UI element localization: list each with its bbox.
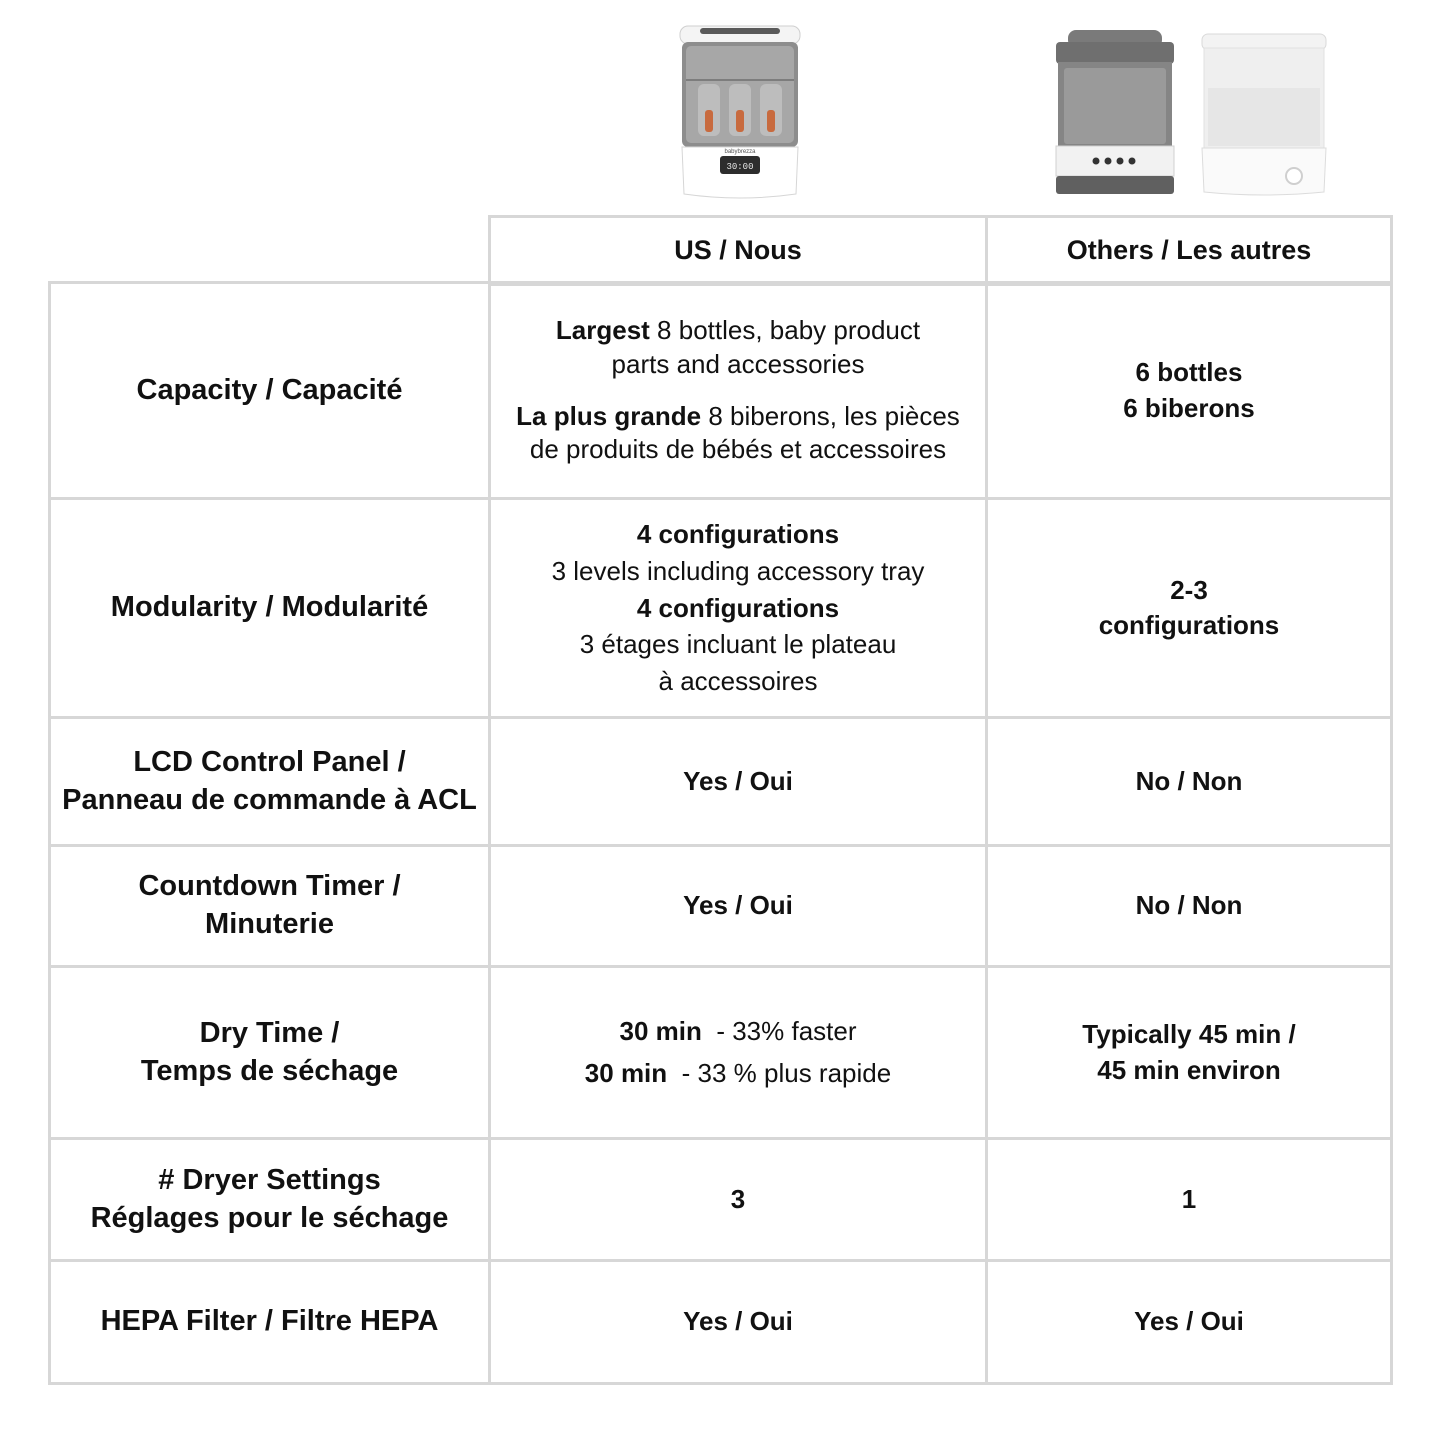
row-capacity-label-cell [48, 281, 491, 500]
modularity-others-line-2: configurations [1098, 610, 1280, 640]
row-hepa-others-cell [985, 1259, 1393, 1385]
row-drytime-others-cell [985, 965, 1393, 1140]
drytime-us-english [620, 1011, 857, 1053]
comparison-table [48, 215, 1393, 1385]
row-dryer-settings-us-cell [488, 1137, 988, 1262]
row-timer-label-cell [48, 844, 491, 968]
row-timer-us-cell [488, 844, 988, 968]
drytime-us-french [585, 1053, 891, 1095]
capacity-us-en-text-1: 8 bottles, baby product [657, 314, 921, 345]
hepa-us-value: Yes / Oui [683, 1306, 793, 1337]
row-dryer-settings-label-1: # Dryer Settings [158, 1163, 381, 1196]
row-drytime-label-2: Temps de séchage [140, 1054, 399, 1087]
row-lcd-us-cell [488, 716, 988, 847]
column-header-us [488, 215, 988, 286]
hepa-others-value: Yes / Oui [1134, 1306, 1244, 1337]
modularity-others-line-1: 2-3 [1170, 574, 1208, 605]
modularity-us-en-text: 3 levels including accessory tray [551, 555, 925, 586]
modularity-us-fr-text-1: 3 étages incluant le plateau [579, 629, 897, 660]
capacity-us-french [516, 400, 960, 468]
lcd-others-value: No / Non [1135, 765, 1243, 796]
lcd-us-value: Yes / Oui [683, 765, 793, 796]
row-capacity-others-cell [985, 281, 1393, 500]
modularity-us-en-bold: 4 configurations [636, 518, 840, 549]
competitor-white-sterilizer-image [1198, 30, 1330, 198]
row-lcd-label-cell [48, 716, 491, 847]
drytime-us-fr-bold: 30 min [584, 1057, 668, 1088]
capacity-us-english [556, 314, 920, 382]
drytime-others-line-1: Typically 45 min / [1082, 1019, 1296, 1050]
timer-others-value: No / Non [1135, 890, 1243, 921]
row-dryer-settings-label-cell [48, 1137, 491, 1262]
row-modularity-label-cell [48, 497, 491, 719]
row-modularity-us-cell [488, 497, 988, 719]
our-sterilizer-image [670, 22, 810, 202]
row-timer-label-1: Countdown Timer / [138, 870, 401, 903]
row-lcd-others-cell [985, 716, 1393, 847]
row-drytime-label-cell [48, 965, 491, 1140]
row-drytime-us-cell [488, 965, 988, 1140]
dryer-settings-us-value: 3 [730, 1183, 746, 1214]
drytime-others-line-2: 45 min environ [1097, 1054, 1281, 1085]
column-header-others-label: Others / Les autres [1066, 234, 1312, 265]
capacity-us-en-bold: Largest [555, 314, 650, 345]
row-drytime-label-1: Dry Time / [199, 1016, 340, 1049]
row-lcd-label-2: Panneau de commande à ACL [62, 783, 477, 816]
drytime-us-fr-text: - 33 % plus rapide [681, 1057, 892, 1088]
row-timer-others-cell [985, 844, 1393, 968]
row-lcd-label-1: LCD Control Panel / [133, 745, 406, 778]
capacity-us-fr-text-2: de produits de bébés et accessoires [529, 434, 947, 465]
row-timer-label-2: Minuterie [205, 908, 334, 940]
drytime-us-en-bold: 30 min [619, 1015, 702, 1046]
row-hepa-label: HEPA Filter / Filtre HEPA [100, 1305, 439, 1338]
row-hepa-us-cell [488, 1259, 988, 1385]
competitor-grey-sterilizer-image [1050, 28, 1180, 196]
row-hepa-label-cell [48, 1259, 491, 1385]
lcd-display-readout: 30:00 [726, 162, 754, 172]
row-dryer-settings-others-cell [985, 1137, 1393, 1262]
row-capacity-label: Capacity / Capacité [136, 373, 403, 406]
capacity-us-fr-bold: La plus grande [516, 400, 702, 431]
drytime-us-en-text: - 33% faster [716, 1015, 857, 1046]
row-capacity-us-cell [488, 281, 988, 500]
capacity-others-line-1: 6 bottles [1135, 357, 1243, 388]
column-header-others [985, 215, 1393, 286]
modularity-us-fr-bold: 4 configurations [636, 592, 840, 623]
capacity-us-en-text-2: parts and accessories [611, 348, 865, 379]
brand-logo: babybrezza [724, 149, 756, 155]
timer-us-value: Yes / Oui [683, 890, 793, 921]
capacity-others-line-2: 6 biberons [1123, 392, 1255, 423]
dryer-settings-others-value: 1 [1181, 1183, 1197, 1214]
row-dryer-settings-label-2: Réglages pour le séchage [90, 1201, 449, 1234]
column-header-us-label: US / Nous [674, 234, 802, 265]
capacity-us-fr-text-1: 8 biberons, les pièces [708, 400, 960, 431]
row-modularity-others-cell [985, 497, 1393, 719]
modularity-us-fr-text-2: à accessoires [658, 666, 818, 697]
row-modularity-label: Modularity / Modularité [110, 591, 429, 624]
